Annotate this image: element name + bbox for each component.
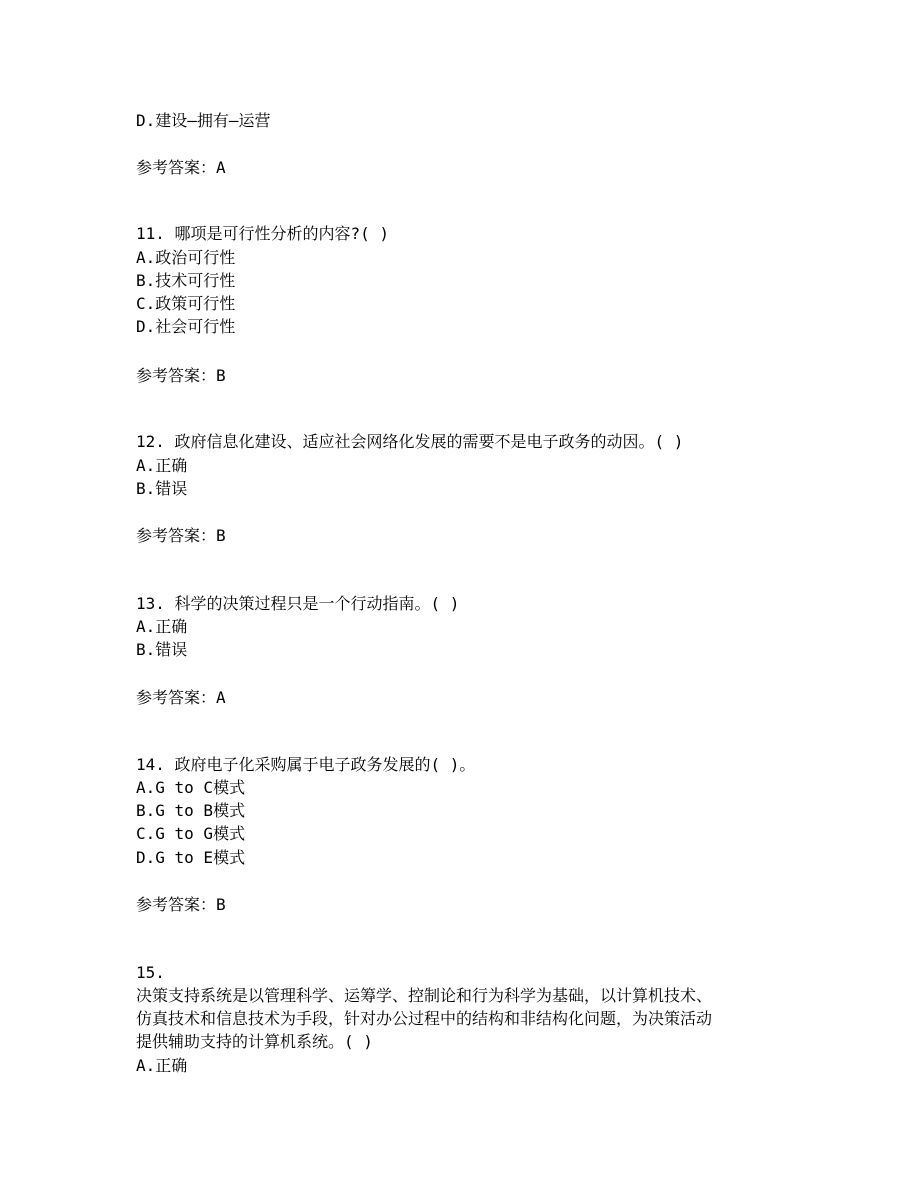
q12-option-b: B.错误 [136, 479, 188, 498]
q11-option-b: B.技术可行性 [136, 271, 236, 290]
q15-number: 15. [136, 963, 165, 982]
q15-option-a: A.正确 [136, 1056, 188, 1075]
q11-option-d: D.社会可行性 [136, 317, 236, 336]
q13-option-b: B.错误 [136, 640, 188, 659]
q12-question: 12. 政府信息化建设、适应社会网络化发展的需要不是电子政务的动因。( ) [136, 432, 684, 451]
q14-answer: 参考答案：B [136, 895, 226, 914]
q12-option-a: A.正确 [136, 456, 188, 475]
q13-answer: 参考答案：A [136, 688, 226, 707]
q13-question: 13. 科学的决策过程只是一个行动指南。( ) [136, 594, 460, 613]
q14-question: 14. 政府电子化采购属于电子政务发展的( )。 [136, 755, 476, 774]
q11-answer: 参考答案：B [136, 366, 226, 385]
q14-option-d: D.G to E模式 [136, 848, 246, 867]
q15-question-line-2: 仿真技术和信息技术为手段，针对办公过程中的结构和非结构化问题，为决策活动 [136, 1009, 713, 1028]
q11-option-a: A.政治可行性 [136, 248, 236, 267]
q11-option-c: C.政策可行性 [136, 294, 236, 313]
q14-option-b: B.G to B模式 [136, 801, 246, 820]
q14-option-a: A.G to C模式 [136, 778, 246, 797]
q10-option-d: D.建设—拥有—运营 [136, 111, 271, 130]
q10-answer: 参考答案：A [136, 158, 226, 177]
q14-option-c: C.G to G模式 [136, 824, 246, 843]
q12-answer: 参考答案：B [136, 526, 226, 545]
q15-question-line-1: 决策支持系统是以管理科学、运筹学、控制论和行为科学为基础，以计算机技术、 [136, 986, 713, 1005]
q11-question: 11. 哪项是可行性分析的内容?( ) [136, 224, 390, 243]
q13-option-a: A.正确 [136, 617, 188, 636]
q15-question-line-3: 提供辅助支持的计算机系统。( ) [136, 1032, 373, 1051]
